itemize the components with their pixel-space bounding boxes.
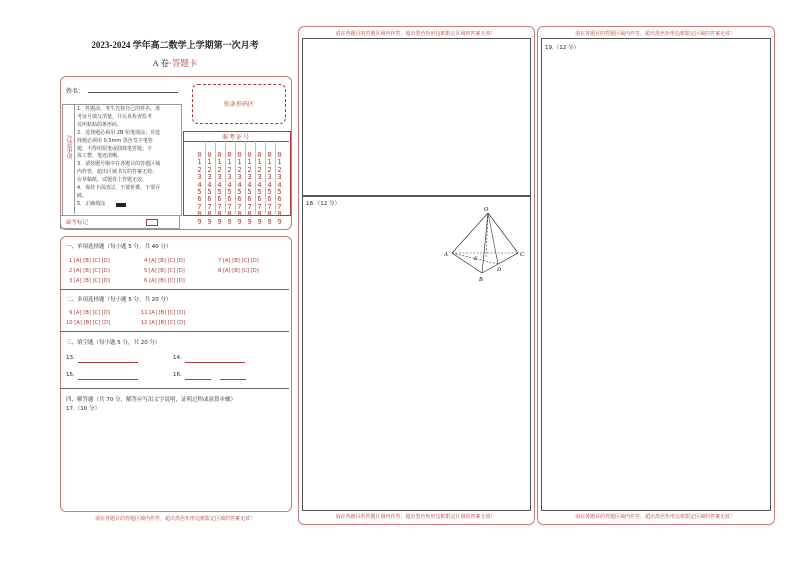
exam-id-digit[interactable]: 9 [237,217,242,226]
exam-id-digit[interactable]: 5 [207,188,212,197]
q9-options[interactable]: 9 [A] [B] [C] [D] [69,310,110,316]
exam-id-digit[interactable]: 5 [257,188,262,197]
notes-list [77,106,160,209]
q10-options[interactable]: 10 [A] [B] [C] [D] [66,320,111,326]
exam-id-digit[interactable]: 3 [207,173,212,182]
note-line: 内作答，超出区域书写的答案无效； [77,169,158,176]
note-line: 择题必须用 0.5mm 黑色签字笔答 [77,137,153,144]
exam-id-digit[interactable]: 1 [257,158,262,167]
q17-header: 17.（10 分） [66,406,100,412]
exam-id-digit[interactable]: 8 [267,210,272,219]
exam-id-digit[interactable]: 0 [257,151,262,159]
exam-id-digit[interactable]: 3 [247,173,252,182]
exam-id-digit[interactable]: 0 [267,151,272,159]
exam-id-digit[interactable]: 7 [247,202,252,211]
note-line: 1．答题前，考生先将自己的姓名、准 [77,106,161,112]
exam-id-label: 准考证号 [221,134,250,141]
note-line: 4．保持卡面清洁，不要折叠、不要弄 [77,185,161,192]
exam-id-digit[interactable]: 5 [227,188,232,197]
exam-id-digit[interactable]: 7 [277,202,282,211]
page-title: 2023-2024 学年高二数学上学期第一次月考 [91,40,259,50]
exam-id-digit[interactable]: 2 [257,165,262,174]
exam-id-column[interactable] [195,152,204,226]
exam-id-digit[interactable]: 2 [207,165,212,174]
label-O: O [484,207,489,213]
exam-id-digit[interactable]: 9 [247,217,252,226]
exam-id-digit[interactable]: 8 [257,210,262,219]
exam-id-digit[interactable]: 5 [267,188,272,197]
correct-fill-sample [116,203,126,207]
notes-divider [74,104,75,214]
section-2-title: 二、多项选择题（每小题 5 分，共 20 分） [66,297,172,303]
exam-id-digit[interactable]: 9 [257,217,262,226]
q16-blank-1[interactable] [185,379,211,380]
exam-id-digit[interactable]: 1 [247,158,252,167]
q3-options[interactable]: 3 [A] [B] [C] [D] [69,278,110,284]
exam-id-digit[interactable]: 3 [197,173,202,182]
barcode-label: 贴条形码区 [223,101,254,108]
edge-OC [488,213,518,253]
exam-id-digit[interactable]: 5 [237,188,242,197]
exam-id-column[interactable] [255,152,264,226]
exam-id-digit[interactable]: 2 [237,165,242,174]
q15-blank[interactable] [78,379,138,380]
exam-id-digit[interactable]: 7 [267,202,272,211]
exam-id-digit[interactable]: 6 [257,195,262,204]
q2-options[interactable]: 2 [A] [B] [C] [D] [69,268,110,274]
exam-id-column[interactable] [215,152,224,226]
exam-id-digit[interactable]: 0 [277,151,282,159]
note-line: 破。 [77,192,88,199]
exam-id-digit[interactable]: 2 [217,165,222,174]
q16-blank-2[interactable] [220,379,246,380]
exam-id-digit[interactable]: 6 [227,195,232,204]
exam-id-digit[interactable]: 7 [207,202,212,211]
note-line: 3．请按题号顺序在各题目的答题区域 [77,161,161,168]
exam-id-digit[interactable]: 2 [277,165,282,174]
q19-label: 19.（12 分） [545,45,579,51]
name-label: 姓名： [66,89,85,95]
q14-blank[interactable] [185,362,245,363]
pyramid-figure [440,205,540,285]
exam-id-column[interactable] [235,152,244,226]
exam-id-digit[interactable]: 6 [207,195,212,204]
exam-id-digit[interactable]: 2 [267,165,272,174]
exam-id-digit[interactable]: 6 [277,195,282,204]
exam-id-column[interactable] [275,152,284,226]
exam-id-column[interactable] [205,152,214,226]
exam-id-digit[interactable]: 1 [277,158,282,167]
q6-options[interactable]: 6 [A] [B] [C] [D] [144,278,185,284]
exam-id-digit[interactable]: 6 [217,195,222,204]
exam-id-digit[interactable]: 7 [257,202,262,211]
note-line: 在草稿纸、试题卷上答题无效。 [77,177,148,184]
exam-id-digit[interactable]: 2 [227,165,232,174]
section-1-title: 一、单项选择题（每小题 5 分，共 40 分） [66,244,172,250]
q5-options[interactable]: 5 [A] [B] [C] [D] [144,268,185,274]
exam-id-digit[interactable]: 7 [217,202,222,211]
notes-label: 注意事项 [65,135,72,159]
exam-id-digit[interactable]: 8 [227,210,232,219]
right-top-warning: 请在各题目的答题区域内作答，超出黑色矩形边框限定区域的答案无效！ [574,31,735,37]
exam-id-digit[interactable]: 3 [257,173,262,182]
exam-id-digit[interactable]: 4 [267,180,272,189]
barcode-area [192,84,286,124]
q4-options[interactable]: 4 [A] [B] [C] [D] [144,258,185,264]
exam-id-digit[interactable]: 8 [277,210,282,219]
exam-id-digit[interactable]: 5 [197,188,202,197]
exam-id-digit[interactable]: 9 [217,217,222,226]
exam-id-digit[interactable]: 2 [247,165,252,174]
q12-options[interactable]: 12 [A] [B] [C] [D] [141,320,186,326]
note-line: 5．正确填涂 [77,200,106,207]
exam-id-digit[interactable]: 0 [197,151,202,159]
label-C: C [520,252,525,258]
exam-id-digit[interactable]: 1 [267,158,272,167]
middle-top-warning: 请在各题目的答题区域内作答，超出黑色矩形边框限定区域的答案无效！ [335,31,496,37]
exam-id-digit[interactable]: 3 [227,173,232,182]
exam-id-digit[interactable]: 4 [237,180,242,189]
exam-id-digit[interactable]: 8 [217,210,222,219]
note-line: 员所粘贴的条形码。 [77,121,123,128]
exam-id-digit[interactable]: 1 [237,158,242,167]
exam-id-digit[interactable]: 6 [197,195,202,204]
edge-AB [452,253,482,273]
q11-options[interactable]: 11 [A] [B] [C] [D] [141,310,186,316]
exam-id-digit[interactable]: 0 [217,151,222,159]
q15-label: 15. [66,372,75,378]
exam-id-digit[interactable]: 9 [277,217,282,226]
exam-id-digit[interactable]: 8 [197,210,202,219]
line-OD [488,213,498,264]
note-line: 题，不得用铅笔或圆珠笔答题；字 [77,145,153,152]
exam-id-column[interactable] [265,152,274,226]
exam-id-header-line [183,141,289,142]
name-field[interactable] [88,92,178,93]
exam-id-digit[interactable]: 8 [237,210,242,219]
exam-id-digit[interactable]: 3 [237,173,242,182]
q7-options[interactable]: 7 [A] [B] [C] [D] [218,258,259,264]
edge-OB [482,213,488,273]
exam-id-digit[interactable]: 0 [237,151,242,159]
exam-id-digit[interactable]: 6 [237,195,242,204]
exam-id-digit[interactable]: 3 [267,173,272,182]
section-3-title: 三、填空题（每小题 5 分，共 20 分） [66,340,161,346]
note-line: 考证号填写清楚，并认真检查监考 [77,113,153,120]
exam-id-digit[interactable]: 0 [227,151,232,159]
exam-id-digit[interactable]: 9 [267,217,272,226]
section-4-title: 四、解答题（共 70 分，解答应写出文字说明，证明过程或演算步骤） [66,397,236,403]
exam-id-digit[interactable]: 6 [267,195,272,204]
edge-OA [452,213,488,253]
exam-id-digit[interactable]: 9 [227,217,232,226]
exam-id-digit[interactable]: 5 [247,188,252,197]
exam-id-digit[interactable]: 2 [197,165,202,174]
exam-id-digit[interactable]: 4 [277,180,282,189]
exam-id-digit[interactable]: 4 [207,180,212,189]
note-line: 2．选择题必须用 2B 铅笔填涂；非选 [77,129,160,136]
q18-label: 18.（12 分） [306,201,340,207]
exam-id-digit[interactable]: 3 [217,173,222,182]
exam-id-digit[interactable]: 4 [247,180,252,189]
q13-label: 13. [66,355,75,361]
exam-id-column[interactable] [245,152,254,226]
q16-label: 16. [173,372,182,378]
exam-id-digit[interactable]: 8 [207,210,212,219]
q13-blank[interactable] [78,362,138,363]
absent-checkbox[interactable] [146,219,158,226]
middle-bottom-warning: 请在各题目的答题区域内作答，超出黑色矩形边框限定区域的答案无效！ [335,514,496,520]
subtitle-prefix: A 卷· [152,58,172,68]
q-upper-area [302,38,531,197]
q14-label: 14. [173,355,182,361]
exam-id-digit[interactable]: 4 [217,180,222,189]
subtitle-red: 答题卡 [171,58,198,68]
q8-options[interactable]: 8 [A] [B] [C] [D] [218,268,259,274]
exam-id-digit[interactable]: 5 [277,188,282,197]
label-B: B [479,277,483,283]
exam-id-digit[interactable]: 6 [247,195,252,204]
left-bottom-warning: 请在各题目的答题区域内作答，超出黑色矩形边框限定区域的答案无效！ [94,516,255,522]
exam-id-digit[interactable]: 7 [227,202,232,211]
exam-id-digit[interactable]: 9 [207,217,212,226]
absent-label: 缺考标记 [66,220,89,226]
exam-id-digit[interactable]: 1 [217,158,222,167]
exam-id-digit[interactable]: 4 [227,180,232,189]
exam-id-digit[interactable]: 5 [217,188,222,197]
note-line: 体工整、笔迹清晰。 [77,153,123,160]
exam-id-digit[interactable]: 4 [257,180,262,189]
q1-options[interactable]: 1 [A] [B] [C] [D] [69,258,110,264]
label-D: D [497,267,501,273]
exam-id-digit[interactable]: 1 [227,158,232,167]
exam-id-column[interactable] [225,152,234,226]
q19-area [541,38,771,511]
exam-id-digit[interactable]: 0 [247,151,252,159]
label-E: E [474,256,478,262]
exam-id-digit[interactable]: 7 [237,202,242,211]
exam-id-digit[interactable]: 1 [207,158,212,167]
exam-id-digit[interactable]: 9 [197,217,202,226]
exam-id-digit[interactable]: 0 [207,151,212,159]
exam-id-digit[interactable]: 8 [247,210,252,219]
exam-id-digit[interactable]: 7 [197,202,202,211]
answer-sheet-subtitle [60,57,290,69]
exam-id-digit[interactable]: 1 [197,158,202,167]
right-bottom-warning: 请在各题目的答题区域内作答，超出黑色矩形边框限定区域的答案无效！ [574,514,735,520]
exam-id-digit[interactable]: 3 [277,173,282,182]
exam-id-digit[interactable]: 4 [197,180,202,189]
label-A: A [444,252,448,258]
